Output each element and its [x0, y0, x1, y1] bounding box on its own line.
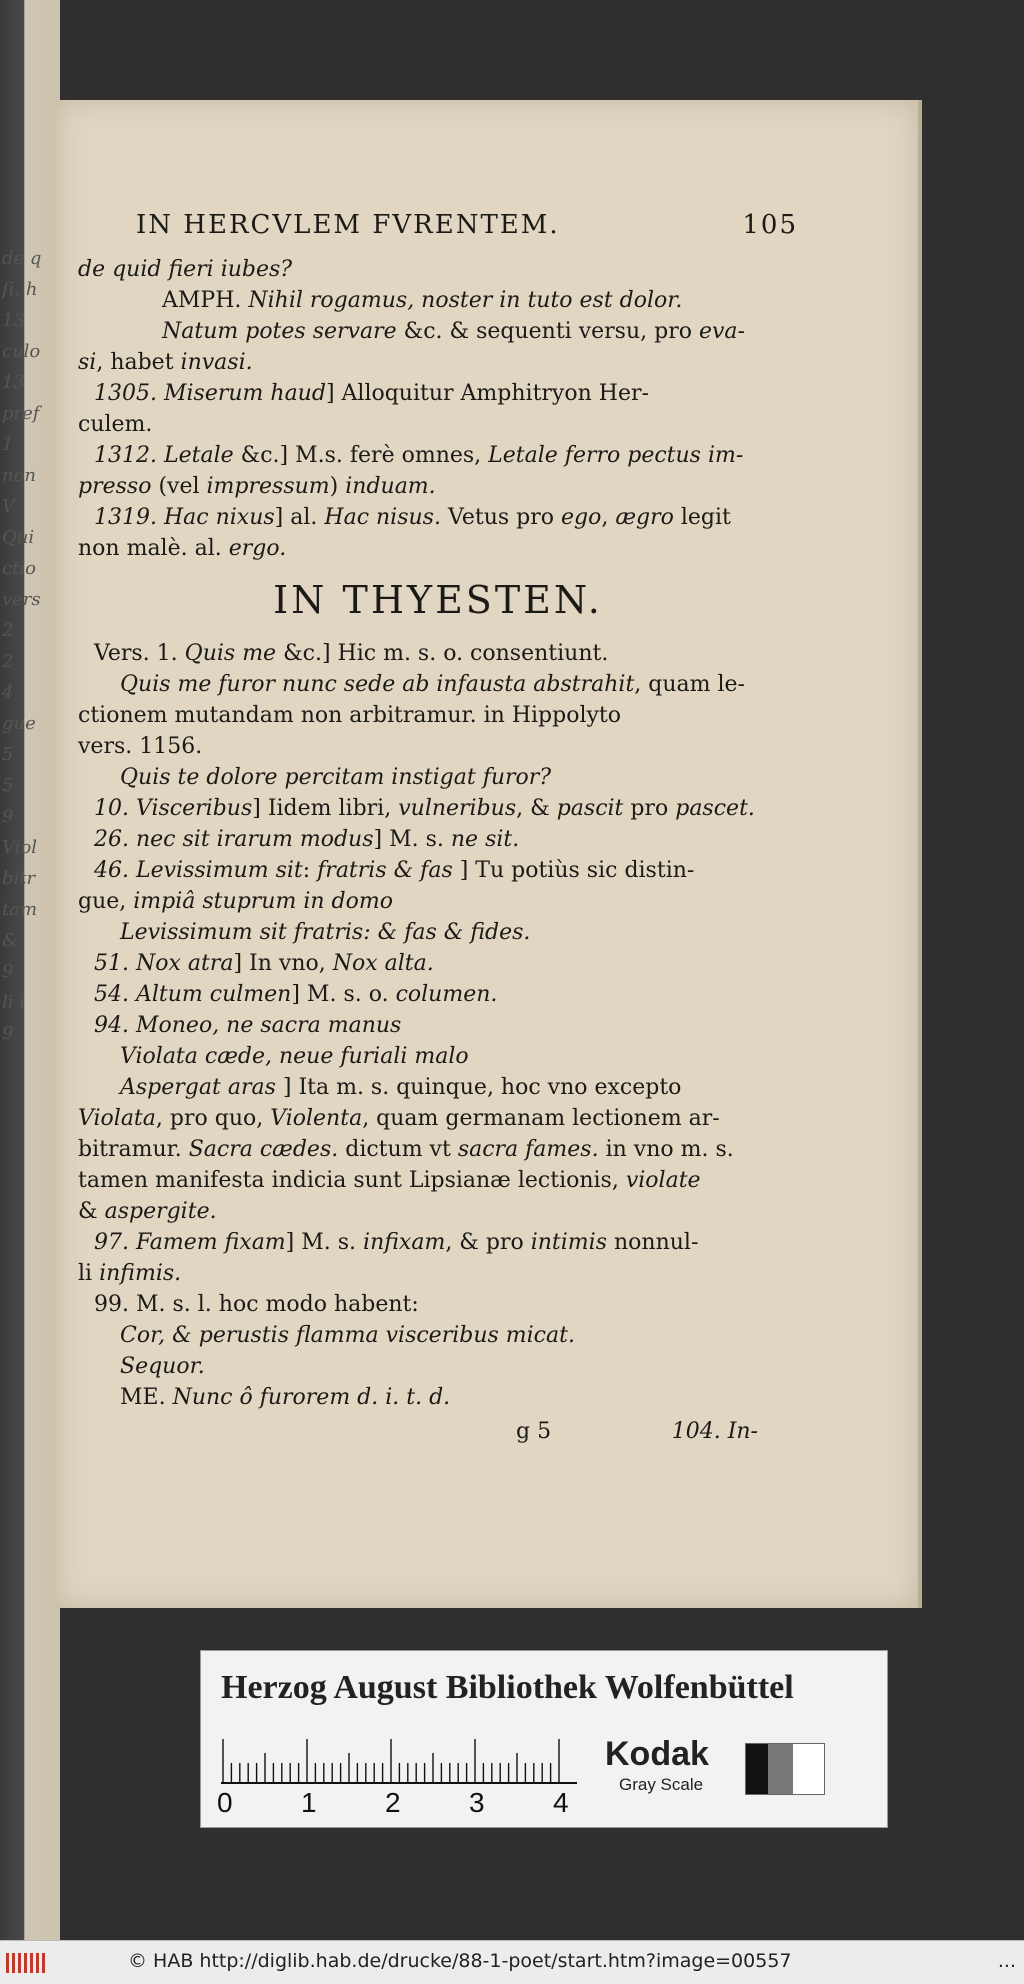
text-line — [78, 1351, 798, 1382]
text-line — [78, 1103, 798, 1134]
text-line — [78, 1041, 798, 1072]
text-segment: 1305. — [94, 381, 164, 406]
text-segment: Sequor. — [120, 1354, 205, 1379]
text-line — [78, 1258, 798, 1289]
text-line — [78, 669, 798, 700]
text-line — [78, 731, 798, 762]
text-line — [78, 254, 798, 285]
text-segment: 26. — [94, 827, 136, 852]
text-segment: aspergite. — [104, 1199, 217, 1224]
text-line — [78, 1165, 798, 1196]
text-line — [78, 1227, 798, 1258]
text-segment: dictum vt — [338, 1137, 458, 1162]
facing-page-fragment: 2 — [2, 620, 14, 641]
text-segment: AMPH. — [162, 288, 249, 313]
facing-page-fragment: de q — [2, 248, 42, 269]
copyright-url[interactable]: © HAB http://diglib.hab.de/drucke/88-1-poet/start.htm?image=00557 — [128, 1950, 792, 1972]
facing-page-fragment: pref — [2, 403, 40, 424]
text-segment: ] al. — [274, 505, 325, 530]
facing-page-fragment: 1 — [2, 434, 14, 455]
facing-page-fragment: 2 — [2, 651, 14, 672]
ruler-label-2: 2 — [385, 1787, 401, 1818]
text-line — [78, 1289, 798, 1320]
text-segment: Famem fixam — [135, 1230, 286, 1255]
text-line — [78, 762, 798, 793]
facing-page-fragment: ſi, h — [2, 279, 38, 300]
text-segment: violate — [625, 1168, 701, 1193]
text-line — [78, 855, 798, 886]
text-segment: presso — [78, 474, 152, 499]
text-segment: pascet. — [675, 796, 755, 821]
text-segment: Cor, & perustis flamma visceribus micat. — [120, 1323, 575, 1348]
text-segment: legit — [673, 505, 731, 530]
text-segment: si — [78, 350, 97, 375]
book-page — [56, 100, 918, 1608]
facing-page-fragment: vers — [2, 589, 41, 610]
facing-page-fragment: 5 — [2, 775, 14, 796]
facing-page-fragment: bitr — [2, 868, 36, 889]
ruler-label-4: 4 — [553, 1787, 569, 1818]
text-segment: ] M. s. — [373, 827, 451, 852]
text-segment: ctionem mutandam non arbitramur. in Hippolyto — [78, 703, 621, 728]
text-line — [78, 316, 798, 347]
text-segment: bitramur. — [78, 1137, 189, 1162]
text-line — [78, 1320, 798, 1351]
text-segment: ME. — [120, 1385, 173, 1410]
facing-page-fragment: tam — [2, 899, 38, 920]
facing-page-fragment: 9 — [2, 1023, 14, 1044]
kodak-brand: Kodak — [605, 1735, 709, 1773]
text-segment: Violata cæde, neue furiali malo — [120, 1044, 469, 1069]
signature-mark: g 5 — [516, 1419, 552, 1444]
text-segment: Miserum haud — [163, 381, 326, 406]
text-segment: tamen manifesta indicia sunt Lipsianæ lectionis, — [78, 1168, 626, 1193]
text-line — [78, 979, 798, 1010]
text-segment: , quam le- — [634, 672, 745, 697]
text-segment: Altum culmen — [135, 982, 292, 1007]
text-segment: ne sit. — [450, 827, 520, 852]
text-segment: ) — [329, 474, 346, 499]
text-segment: , pro quo, — [155, 1106, 271, 1131]
text-line — [78, 886, 798, 917]
text-segment: ] Tu potiùs sic distin- — [452, 858, 695, 883]
ruler-label-0: 0 — [217, 1787, 233, 1818]
text-segment: , & pro — [445, 1230, 531, 1255]
ruler-label-3: 3 — [469, 1787, 485, 1818]
text-segment: columen. — [395, 982, 498, 1007]
facing-page-fragment: Viol — [2, 837, 38, 858]
text-line — [78, 409, 798, 440]
facing-page-fragment: 13 — [2, 310, 25, 331]
text-segment: ego — [560, 505, 602, 530]
text-line — [78, 378, 798, 409]
ruler-label-1: 1 — [301, 1787, 317, 1818]
facing-page-fragment: 9 — [2, 806, 14, 827]
text-segment: 1319. — [94, 505, 164, 530]
text-segment: & — [78, 1199, 105, 1224]
running-header — [78, 210, 798, 250]
text-segment: Vetus pro — [440, 505, 561, 530]
text-segment: Violenta — [270, 1106, 363, 1131]
text-segment: , — [601, 505, 616, 530]
text-segment: induam. — [345, 474, 436, 499]
text-block-thyestes — [78, 638, 798, 1413]
text-segment: Visceribus — [135, 796, 253, 821]
text-segment: 46. — [94, 858, 136, 883]
text-segment: , & — [516, 796, 557, 821]
text-segment: Aspergat aras — [120, 1075, 276, 1100]
header-title: IN HERCVLEM FVRENTEM. — [136, 210, 560, 240]
text-segment: Moneo, ne sacra manus — [135, 1013, 402, 1038]
facing-page-fragment: & — [2, 930, 19, 951]
section-title: IN THYESTEN. — [273, 578, 603, 622]
facing-page-fragment: 4 — [2, 682, 14, 703]
text-segment: Levissimum sit — [135, 858, 303, 883]
text-segment: , habet — [96, 350, 181, 375]
text-segment: ægro — [615, 505, 674, 530]
text-segment: Natum potes servare — [162, 319, 404, 344]
gray-scale-patch — [745, 1743, 825, 1795]
text-segment: intimis — [530, 1230, 607, 1255]
facing-page-fragment: V — [2, 496, 15, 517]
text-segment: ] Alloquitur Amphitryon Her- — [325, 381, 649, 406]
text-segment: li — [78, 1261, 100, 1286]
text-segment: : — [302, 858, 318, 883]
text-segment: ] In vno, — [233, 951, 333, 976]
text-line — [78, 1010, 798, 1041]
text-line — [78, 638, 798, 669]
facing-page-fragment: 5 — [2, 744, 14, 765]
hab-logo-icon — [6, 1951, 50, 1975]
text-segment: ergo. — [228, 536, 287, 561]
text-line — [78, 440, 798, 471]
text-segment: 10. — [94, 796, 136, 821]
text-line — [78, 502, 798, 533]
status-bar — [0, 1940, 1024, 1984]
text-segment: Sacra cædes. — [188, 1137, 339, 1162]
facing-page-fragment: 13 — [2, 372, 25, 393]
text-line — [78, 1072, 798, 1103]
text-segment: 54. — [94, 982, 136, 1007]
text-segment: Violata — [78, 1106, 156, 1131]
text-segment: Nihil rogamus, noster in tuto est dolor. — [248, 288, 683, 313]
text-line — [78, 824, 798, 855]
text-segment: 1312. — [94, 443, 164, 468]
text-segment: &c.] M.s. ferè omnes, — [240, 443, 489, 468]
text-segment: pascit — [556, 796, 624, 821]
adjacent-page-edge — [0, 0, 60, 1940]
facing-page-fragment: li i — [2, 992, 25, 1013]
facing-page-fragment: gue — [2, 713, 36, 734]
text-block-hercules — [78, 254, 798, 564]
facing-page-fragment: ctio — [2, 558, 36, 579]
text-segment: &c. & sequenti versu, pro — [403, 319, 699, 344]
text-segment: sacra fames. — [457, 1137, 599, 1162]
text-segment: culem. — [78, 412, 153, 437]
text-segment: Hac nixus — [163, 505, 275, 530]
text-segment: vulneribus — [398, 796, 517, 821]
text-line — [78, 285, 798, 316]
text-segment: Hac nisus. — [324, 505, 441, 530]
library-name: Herzog August Bibliothek Wolfenbüttel — [221, 1669, 794, 1706]
text-segment: impiâ stuprum in domo — [133, 889, 393, 914]
text-segment: ] M. s. — [285, 1230, 364, 1255]
text-segment: Quis me furor nunc sede ab infausta abstrahit — [120, 672, 635, 697]
catchword: 104. In- — [671, 1419, 758, 1444]
text-segment: impressum — [206, 474, 330, 499]
text-segment: Letale — [163, 443, 241, 468]
text-segment: Quis te dolore percitam instigat furor? — [120, 765, 552, 790]
facing-page-fragment: Qui — [2, 527, 35, 548]
text-segment: &c.] Hic m. s. o. consentiunt. — [283, 641, 609, 666]
text-segment: 51. — [94, 951, 136, 976]
text-segment: Nox alta. — [332, 951, 434, 976]
text-line — [78, 1196, 798, 1227]
text-segment: infimis. — [99, 1261, 182, 1286]
gray-scale-label: Gray Scale — [619, 1775, 704, 1794]
text-segment: 94. — [94, 1013, 136, 1038]
text-segment: , quam germanam lectionem ar- — [362, 1106, 720, 1131]
text-segment: Letale ferro pectus im- — [488, 443, 744, 468]
text-segment: eva- — [698, 319, 745, 344]
text-segment: Levissimum sit fratris: & fas & fides. — [120, 920, 531, 945]
text-segment: pro — [623, 796, 676, 821]
text-line — [78, 793, 798, 824]
text-line — [78, 533, 798, 564]
text-segment: vers. 1156. — [78, 734, 203, 759]
text-line — [78, 1382, 798, 1413]
text-segment: nec sit irarum modus — [135, 827, 374, 852]
page-number: 105 — [742, 210, 798, 240]
text-segment: 99. M. s. l. hoc modo habent: — [94, 1292, 419, 1317]
text-segment: non malè. al. — [78, 536, 229, 561]
text-segment: ] M. s. o. — [291, 982, 396, 1007]
text-line — [78, 700, 798, 731]
text-segment: fratris & fas — [317, 858, 453, 883]
text-segment: Quis me — [184, 641, 284, 666]
text-line — [78, 917, 798, 948]
text-line — [78, 948, 798, 979]
text-segment: Vers. 1. — [94, 641, 185, 666]
text-segment: invasi. — [180, 350, 253, 375]
facing-page-fragment: culo — [2, 341, 41, 362]
text-segment: infixam — [363, 1230, 446, 1255]
text-segment: Nox atra — [135, 951, 234, 976]
text-line — [78, 347, 798, 378]
text-segment: de quid fieri iubes? — [78, 257, 293, 282]
text-line — [78, 471, 798, 502]
text-segment: nonnul- — [607, 1230, 699, 1255]
text-segment: (vel — [151, 474, 207, 499]
facing-page-fragment: 9 — [2, 961, 14, 982]
color-calibration-card — [200, 1650, 888, 1828]
text-line — [78, 1134, 798, 1165]
text-segment: gue, — [78, 889, 134, 914]
page-content — [78, 210, 798, 1455]
facing-page-fragment: non — [2, 465, 37, 486]
more-icon[interactable]: ... — [997, 1950, 1016, 1972]
text-segment: 97. — [94, 1230, 136, 1255]
text-segment: ] Iidem libri, — [252, 796, 399, 821]
text-segment: ] Ita m. s. quinque, hoc vno excepto — [275, 1075, 682, 1100]
page-footer — [78, 1419, 798, 1455]
text-segment: Nunc ô furorem d. i. t. d. — [172, 1385, 451, 1410]
text-segment: in vno m. s. — [598, 1137, 734, 1162]
